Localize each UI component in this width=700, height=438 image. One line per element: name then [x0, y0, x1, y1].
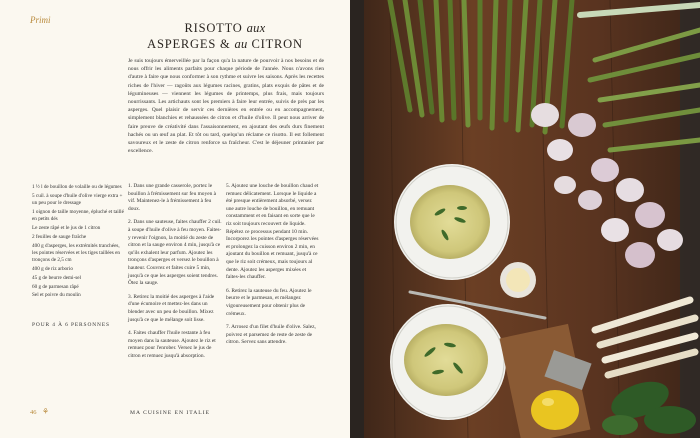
title-italic: aux [246, 21, 266, 35]
ingredient-item: Le zeste râpé et le jus de 1 citron [32, 224, 101, 231]
sprig-icon: ⚘ [42, 407, 50, 416]
page-number: 46 [30, 409, 37, 416]
ingredient-item: 400 g de riz arborio [32, 265, 73, 272]
recipe-step: 4. Faites chauffer l'huile restante à feu moyen dans la sauteuse. Ajoutez le riz et remuez pour l'enrober. Versez le jus de citron et remuez jusqu'à absorption. [128, 330, 216, 359]
recipe-step: 3. Retirez la moitié des asperges à l'aide d'une écumoire et mettez-les dans un blender avec un peu de bouillon. Mixez jusqu'à ce que le mélange soit lisse. [128, 293, 215, 323]
ingredient-item: 5 cuil. à soupe d'huile d'olive vierge extra + un peu pour le dressage [32, 192, 123, 207]
ingredient-item: 2 feuilles de sauge fraîche [32, 233, 87, 240]
recipe-step: 6. Retirez la sauteuse du feu. Ajoutez le beurre et le parmesan, et mélangez vigoureusement pour obtenir plus de crémeux. [226, 287, 312, 317]
steps-column-a [128, 183, 222, 366]
slate-edge [680, 0, 700, 438]
title-part: RISOTTO [184, 21, 247, 35]
ingredient-item: 400 g d'asperges, les extrémités tranchées, les pointes réservées et les tiges taillées en tronçons de 2,5 cm [32, 242, 121, 264]
intro-paragraph: Je suis toujours émerveillée par la façon qu'a la nature de pourvoir à nos besoins et de nous offrir les aliments parfaits pour chaque période de l'année. Nous n'avons rien d'autre à faire que nous conformer à son rythme et suivre les saisons. Après les recettes riches de l'hiver — ragoûts aux légumes racines, gratins, plats exquis de pâtes et de légumineuses — viennent les légumes de printemps, plus frais, mais toujours nourrissants. Les artichauts sont les premiers à faire leur entrée, suivis de près par les asperges. Quel plaisir de servir ces dernières en entrée ou en accompagnement, simplement blanchies et rehaussées de citron et d'huile d'olive. Il peut nous arriver de faire preuve de créativité dans l'assaisonnement, en ajoutant des œufs durs finement hachés ou un œuf au plat. Et tôt ou tard, quelqu'un réclame ce risotto. Il est follement savoureux et le zeste de citron renforce sa fraîcheur. C'est le déjeuner printanier par excellence. [128, 58, 324, 155]
title-part: ASPERGES & [147, 37, 235, 51]
title-italic: au [234, 37, 248, 51]
risotto-plate-top [394, 164, 510, 280]
ingredient-item: 1 oignon de taille moyenne, épluché et taillé en petits dés [32, 208, 124, 223]
steps-column-b [226, 183, 320, 353]
food-photo [350, 0, 700, 438]
ingredient-item: Sel et poivre du moulin [32, 292, 81, 299]
ingredient-item: 45 g de beurre demi-sel [32, 274, 81, 281]
recipe-title [120, 20, 330, 52]
section-tag: Primi [30, 15, 51, 25]
recipe-step: 7. Arrosez d'un filet d'huile d'olive. Salez, poivrez et parsemez de reste de zeste de citron. Servez sans attendre. [226, 324, 316, 346]
lemon [531, 390, 579, 430]
risotto-plate-bottom [390, 304, 506, 420]
board-shadow [350, 0, 364, 438]
butter-dish [500, 262, 536, 298]
recipe-step: 2. Dans une sauteuse, faites chauffer 2 cuil. à soupe d'huile d'olive à feu moyen. Faites-y revenir l'oignon, la moitié du zeste de citron et la sauge environ 4 min, jusqu'à ce qu'ils exhalent leur parfum. Ajoutez les tronçons d'asperges et versez le bouillon à hauteur. Couvrez et faites cuire 5 min, jusqu'à ce que les asperges soient tendres. Ôtez la sauge. [128, 219, 222, 287]
ingredient-item: 1 ½ l de bouillon de volaille ou de légumes [32, 184, 122, 190]
ingredient-item: 60 g de parmesan râpé [32, 283, 79, 290]
ingredients-list [32, 184, 124, 301]
servings: POUR 4 À 6 PERSONNES [32, 322, 110, 328]
recipe-step: 1. Dans une grande casserole, portez le bouillon à frémissement sur feu moyen à vif. Maintenez-le à frémissement à feu doux. [128, 183, 217, 212]
running-title: MA CUISINE EN ITALIE [130, 410, 210, 416]
recipe-step: 5. Ajoutez une louche de bouillon chaud et remuez délicatement. Lorsque le liquide a été presque entièrement absorbé, versez une autre louche de bouillon, en remuant constamment et en faisant en sorte que le riz soit toujours recouvert de liquide. Répétez ce processus pendant 10 min. Incorporez les pointes d'asperges réservées et prolongez la cuisson environ 2 min, en ajoutant du bouillon et remuant, jusqu'à ce que le riz soit crémeux, mais toujours al dente. Ajoutez les asperges mixées et faites-les chauffer. [226, 183, 319, 281]
title-part: CITRON [247, 37, 303, 51]
